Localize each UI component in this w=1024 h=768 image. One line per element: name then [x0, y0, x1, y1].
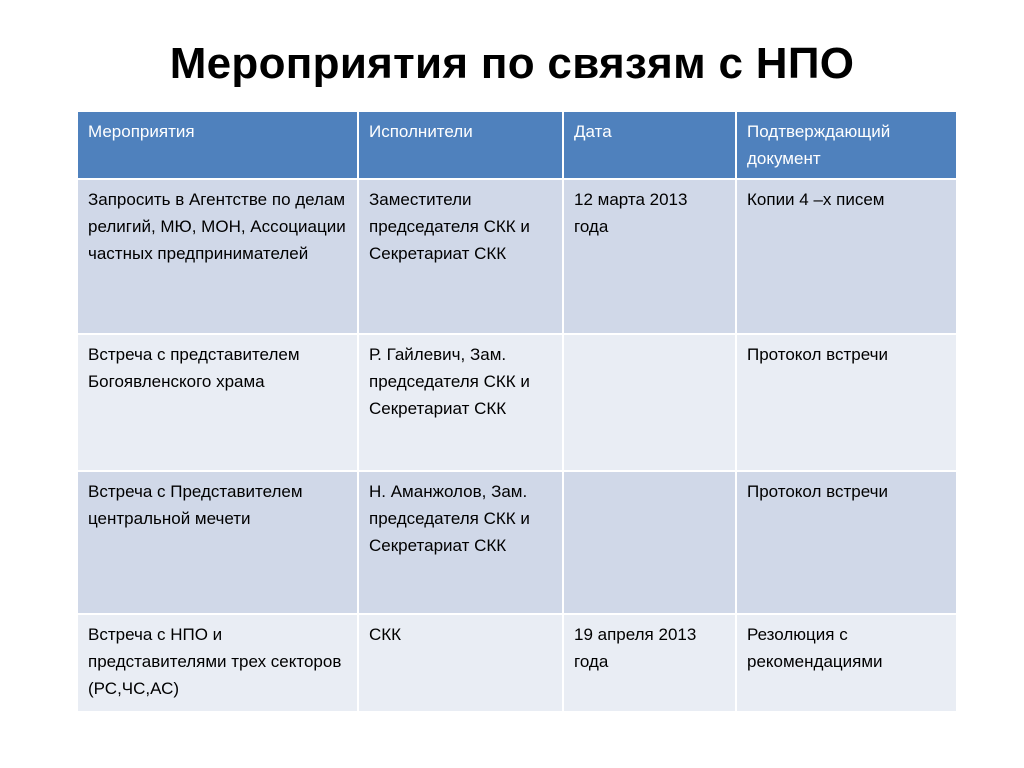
cell-executors: Р. Гайлевич, Зам. председателя СКК и Секретариат СКК [358, 334, 563, 471]
header-events: Мероприятия [77, 111, 358, 179]
cell-document: Копии 4 –х писем [736, 179, 957, 334]
cell-document: Резолюция с рекомендациями [736, 614, 957, 712]
cell-event: Встреча с Представителем центральной мечети [77, 471, 358, 614]
cell-date [563, 334, 736, 471]
cell-executors: Н. Аманжолов, Зам. председателя СКК и Секретариат СКК [358, 471, 563, 614]
cell-document: Протокол встречи [736, 471, 957, 614]
table-row [77, 179, 957, 334]
cell-executors: СКК [358, 614, 563, 712]
table-header-row [77, 111, 957, 179]
cell-executors: Заместители председателя СКК и Секретариат СКК [358, 179, 563, 334]
table-row [77, 614, 957, 712]
cell-document: Протокол встречи [736, 334, 957, 471]
table-row [77, 471, 957, 614]
slide-title: Мероприятия по связям с НПО [169, 39, 855, 88]
header-date: Дата [563, 111, 736, 179]
header-document: Подтверждающий документ [736, 111, 957, 179]
events-table [76, 110, 958, 713]
cell-event: Встреча с представителем Богоявленского храма [77, 334, 358, 471]
table-row [77, 334, 957, 471]
cell-event: Встреча с НПО и представителями трех секторов (РС,ЧС,АС) [77, 614, 358, 712]
cell-date: 19 апреля 2013 года [563, 614, 736, 712]
cell-date: 12 марта 2013 года [563, 179, 736, 334]
cell-event: Запросить в Агентстве по делам религий, МЮ, МОН, Ассоциации частных предпринимателей [77, 179, 358, 334]
header-executors: Исполнители [358, 111, 563, 179]
cell-date [563, 471, 736, 614]
